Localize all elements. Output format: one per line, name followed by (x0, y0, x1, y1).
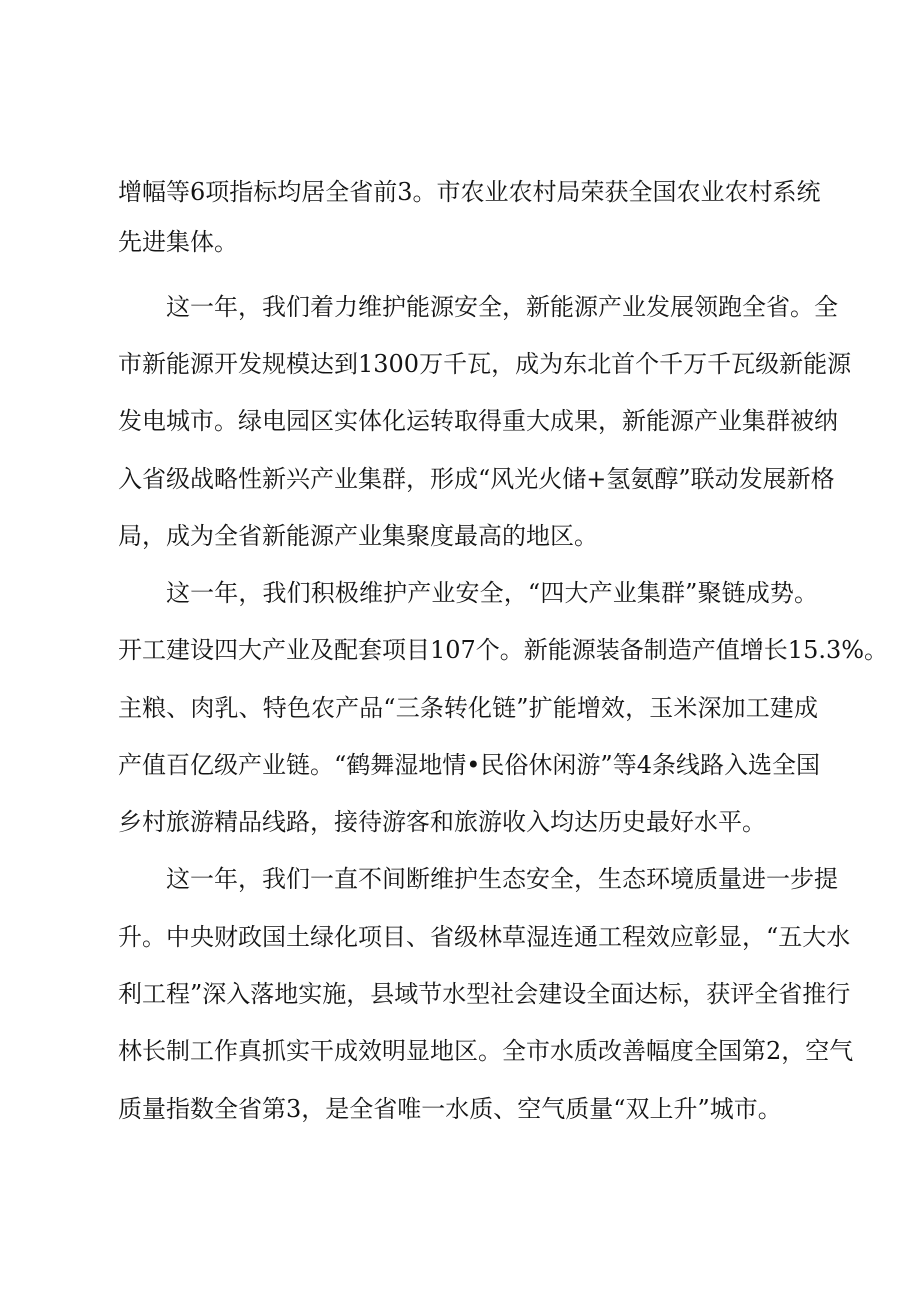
paragraph-3-line-3: 主粮、肉乳、特色农产品“三条转化链”扩能增效，玉米深加工建成 (118, 694, 818, 722)
paragraph-4-line-4: 林长制工作真抓实干成效明显地区。全市水质改善幅度全国第2，空气 (118, 1037, 854, 1065)
paragraph-4-line-1: 这一年，我们一直不间断维护生态安全，生态环境质量进一步提 (166, 865, 838, 893)
paragraph-2-line-1: 这一年，我们着力维护能源安全，新能源产业发展领跑全省。全 (166, 293, 838, 321)
paragraph-3-line-1: 这一年，我们积极维护产业安全，“四大产业集群”聚链成势。 (166, 579, 818, 607)
paragraph-4-line-5: 质量指数全省第3，是全省唯一水质、空气质量“双上升”城市。 (118, 1095, 782, 1123)
paragraph-3-line-5: 乡村旅游精品线路，接待游客和旅游收入均达历史最好水平。 (118, 808, 766, 836)
paragraph-2-line-4: 入省级战略性新兴产业集群，形成“风光火储+氢氨醇”联动发展新格 (118, 465, 835, 493)
paragraph-1-line-2: 先进集体。 (118, 228, 238, 256)
paragraph-3-line-2: 开工建设四大产业及配套项目107个。新能源装备制造产值增长15.3%。 (118, 636, 889, 664)
paragraph-4-line-2: 升。中央财政国土绿化项目、省级林草湿连通工程效应彰显，“五大水 (118, 923, 851, 951)
paragraph-2-line-5: 局，成为全省新能源产业集聚度最高的地区。 (118, 522, 598, 550)
paragraph-3-line-4: 产值百亿级产业链。“鹤舞湿地情•民俗休闲游”等4条线路入选全国 (118, 751, 820, 779)
paragraph-4-line-3: 利工程”深入落地实施，县域节水型社会建设全面达标，获评全省推行 (118, 980, 851, 1008)
paragraph-2-line-2: 市新能源开发规模达到1300万千瓦，成为东北首个千万千瓦级新能源 (118, 350, 852, 378)
paragraph-1-line-1: 增幅等6项指标均居全省前3。市农业农村局荣获全国农业农村系统 (118, 178, 821, 206)
paragraph-2-line-3: 发电城市。绿电园区实体化运转取得重大成果，新能源产业集群被纳 (118, 407, 838, 435)
